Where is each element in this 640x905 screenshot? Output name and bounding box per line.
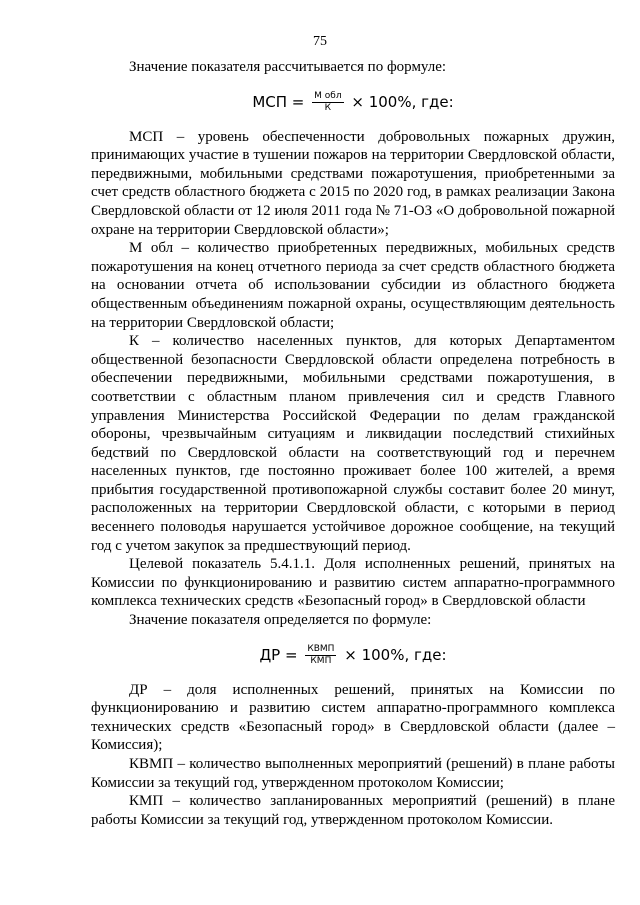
definition-kmp: КМП – количество запланированных мероприятий (решений) в плане работы Комиссии за текущий год, утвержденном протоколом Комиссии. <box>91 793 615 828</box>
definition-msp: МСП – уровень обеспеченности добровольных пожарных дружин, принимающих участие в тушении пожаров на территории Свердловской области, передвижными, мобильными средствами пожаротушения, приобретенными за счет средств областного бюджета с 2015 по 2020 год, в рамках реализации Закона Свердловской области от 12 июля 2011 года № 71-ОЗ «О добровольной пожарной охране на территории Свердловской области»; <box>91 128 615 238</box>
formula-dr-numerator: КВМП <box>307 643 335 654</box>
formula-dr-lhs: ДР = <box>259 645 298 664</box>
formula-dr-denominator: КМП <box>310 655 332 666</box>
formula-intro-2: Значение показателя определяется по формуле: <box>129 612 432 629</box>
target-indicator-paragraph: Целевой показатель 5.4.1.1. Доля исполненных решений, принятых на Комиссии по функционированию и развитию систем аппаратно-программного комплекса технических средств «Безопасный город» в Свердловской области <box>91 556 615 610</box>
formula-msp-fraction <box>312 91 343 114</box>
formula-intro-1: Значение показателя рассчитывается по формуле: <box>129 59 447 75</box>
formula-msp-numerator: М обл <box>314 90 342 101</box>
formula-msp-lhs: МСП = <box>252 92 305 111</box>
document-body <box>91 58 615 829</box>
definition-k: К – количество населенных пунктов, для которых Департаментом общественной безопасности Свердловской области определена потребность в обеспечении передвижными, мобильными средствами пожаротушения, в соответствии с областным планом привлечения сил и средств Главного управления Министерства Российской Федерации по делам гражданской обороны, чрезвычайным ситуациям и ликвидации последствий стихийных бедствий по Свердловской области на соответствующий год и перечнем населенных пунктов, где постоянно проживает более 100 жителей, а время прибытия государственной противопожарной службы составит более 20 минут, расположенных на территории Свердловской области, с которыми в период весеннего половодья нарушается устойчивое дорожное сообщение, на текущий год с учетом закупок за предшествующий период. <box>91 333 615 554</box>
definition-mobl: М обл – количество приобретенных передвижных, мобильных средств пожаротушения на конец отчетного периода за счет средств областного бюджета на основании отчета об использовании субсидии из областного бюджета общественным объединениям пожарной охраны, осуществляющим деятельность на территории Свердловской области; <box>91 240 615 331</box>
formula-dr <box>91 644 615 667</box>
formula-msp-rhs: × 100%, где: <box>351 92 454 111</box>
formula-dr-fraction <box>305 644 336 667</box>
definition-kvmp: КВМП – количество выполненных мероприятий (решений) в плане работы Комиссии за текущий год, утвержденном протоколом Комиссии; <box>91 756 615 791</box>
formula-msp <box>91 91 615 114</box>
definition-dr: ДР – доля исполненных решений, принятых на Комиссии по функционированию и развитию систем аппаратно-программного комплекса технических средств «Безопасный город» в Свердловской области (далее – Комиссия); <box>91 681 615 754</box>
formula-msp-denominator: К <box>324 102 332 113</box>
page-number: 75 <box>313 34 327 49</box>
formula-dr-rhs: × 100%, где: <box>344 645 447 664</box>
